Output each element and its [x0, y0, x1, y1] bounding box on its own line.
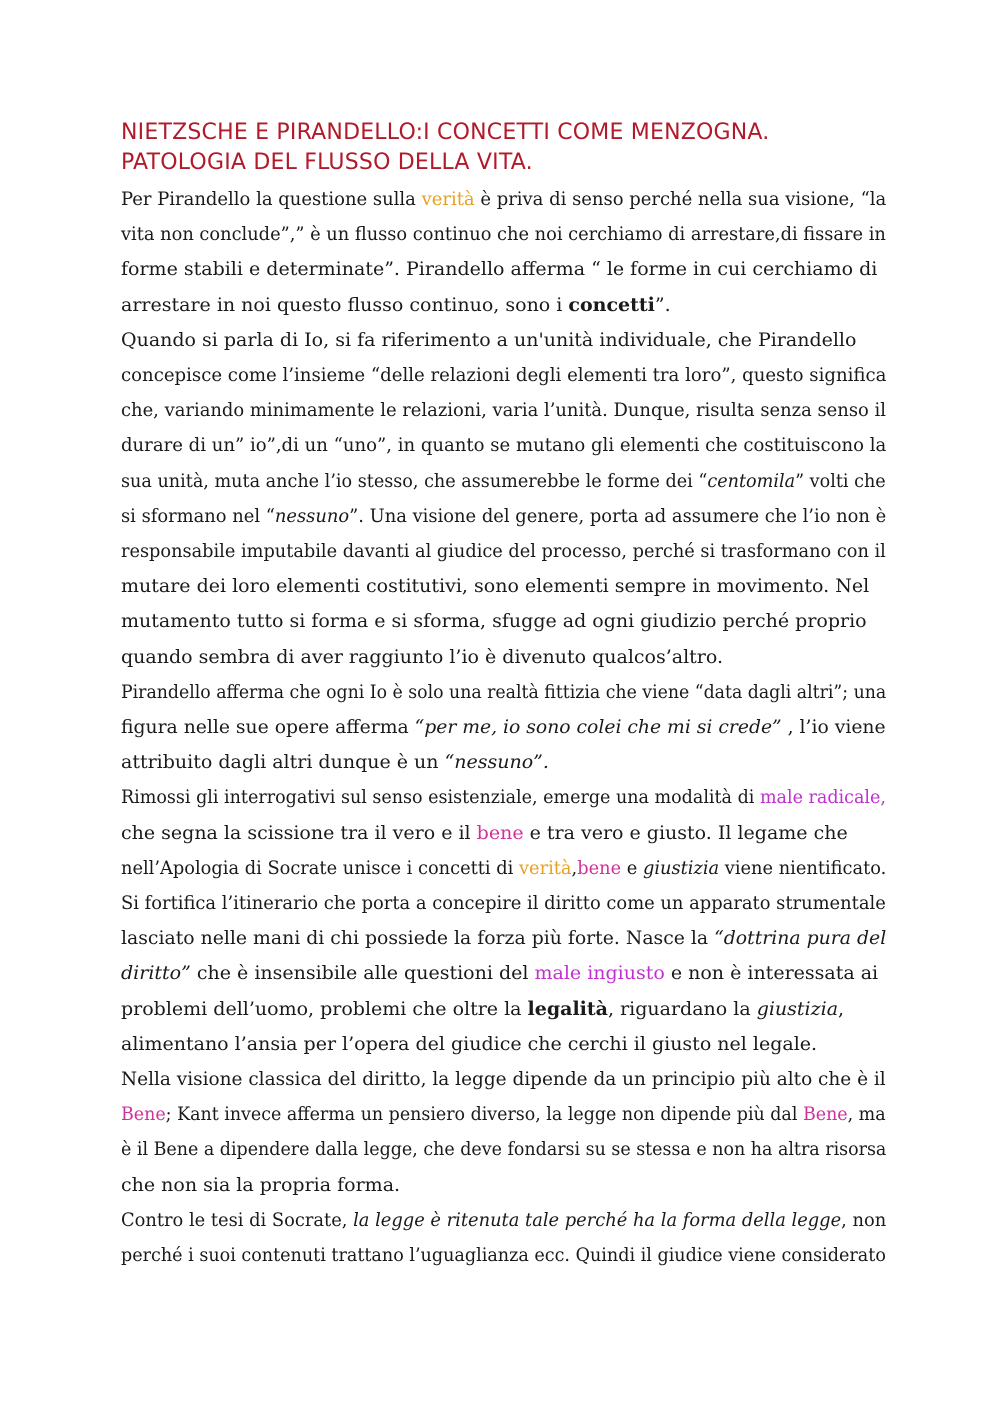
highlight-bene: Bene	[802, 1103, 848, 1126]
text-line: che, variando minimamente le relazioni, varia l’unità. Dunque, risulta senza senso il	[121, 399, 886, 422]
text-line: durare di un” io”,di un “uno”, in quanto se mutano gli elementi che costituiscono la	[121, 434, 887, 457]
italic-centomila: centomila	[707, 469, 796, 492]
bold-concetti: concetti	[568, 293, 655, 316]
text-line: Bene; Kant invece afferma un pensiero diverso, la legge non dipende più dal Bene, ma	[121, 1103, 886, 1126]
text-line: mutare dei loro elementi costitutivi, sono elementi sempre in movimento. Nel	[121, 575, 870, 598]
italic-giustizia: giustizia	[642, 856, 720, 879]
text-line: nell’Apologia di Socrate unisce i concetti di verità,bene e giustizia viene nientificato.	[121, 856, 887, 879]
text-line: responsabile imputabile davanti al giudice del processo, perché si trasformano con il	[121, 540, 886, 563]
highlight-bene: Bene	[121, 1103, 166, 1126]
text-line: è il Bene a dipendere dalla legge, che deve fondarsi su se stessa e non ha altra risorsa	[121, 1138, 887, 1161]
text-line: quando sembra di aver raggiunto l’io è divenuto qualcos’altro.	[121, 645, 724, 668]
italic-nessuno: nessuno	[274, 504, 350, 527]
text-line: diritto” che è insensibile alle questioni del male ingiusto e non è interessata ai	[121, 962, 879, 985]
text-line: alimentano l’ansia per l’opera del giudice che cerchi il giusto nel legale.	[121, 1032, 818, 1055]
title-line: NIETZSCHE E PIRANDELLO:I CONCETTI COME MENZOGNA.	[121, 120, 770, 145]
text-line: perché i suoi contenuti trattano l’uguaglianza ecc. Quindi il giudice viene considerato	[121, 1244, 886, 1267]
text-line: Pirandello afferma che ogni Io è solo una realtà fittizia che viene “data dagli altri”; una	[121, 680, 887, 703]
text-line: che non sia la propria forma.	[121, 1173, 401, 1196]
text-line: Nella visione classica del diritto, la legge dipende da un principio più alto che è il	[121, 1068, 886, 1091]
highlight-male-radicale: male radicale,	[759, 786, 886, 809]
italic-diritto: diritto”	[121, 962, 191, 985]
italic-dottrina: “dottrina pura del	[714, 927, 887, 950]
text-line: forme stabili e determinate”. Pirandello afferma “ le forme in cui cerchiamo di	[121, 258, 878, 281]
text-line: Quando si parla di Io, si fa riferimento a un'unità individuale, che Pirandello	[121, 328, 857, 351]
text-line: concepisce come l’insieme “delle relazioni degli elementi tra loro”, questo significa	[121, 364, 887, 387]
body-text	[121, 182, 886, 1273]
text-line: che segna la scissione tra il vero e il bene e tra vero e giusto. Il legame che	[121, 821, 848, 844]
document-title	[121, 118, 886, 178]
text-line: mutamento tutto si forma e si sforma, sfugge ad ogni giudizio perché proprio	[121, 610, 867, 633]
italic-legge: la legge è ritenuta tale perché ha la forma della legge	[353, 1208, 842, 1231]
text-line: sua unità, muta anche l’io stesso, che assumerebbe le forme dei “centomila” volti che	[121, 469, 886, 492]
highlight-bene: bene	[476, 821, 524, 844]
text-line: Rimossi gli interrogativi sul senso esistenziale, emerge una modalità di male radicale,	[121, 786, 886, 809]
text-line: problemi dell’uomo, problemi che oltre la legalità, riguardano la giustizia,	[121, 997, 845, 1020]
italic-quote: “per me, io sono colei che mi si crede”	[414, 716, 782, 739]
italic-giustizia: giustizia	[756, 997, 839, 1020]
text-line: Si fortifica l’itinerario che porta a concepire il diritto come un apparato strumentale	[121, 892, 886, 915]
text-line: Contro le tesi di Socrate, la legge è ritenuta tale perché ha la forma della legge, non	[121, 1208, 887, 1231]
text-line: figura nelle sue opere afferma “per me, io sono colei che mi si crede” , l’io viene	[121, 716, 886, 739]
document-page	[121, 118, 886, 1273]
text-line: Per Pirandello la questione sulla verità è priva di senso perché nella sua visione, “la	[121, 188, 887, 210]
title-line: PATOLOGIA DEL FLUSSO DELLA VITA.	[121, 150, 533, 175]
text-line: lasciato nelle mani di chi possiede la forza più forte. Nasce la “dottrina pura del	[121, 927, 887, 950]
text-line: si sformano nel “nessuno”. Una visione del genere, porta ad assumere che l’io non è	[121, 504, 887, 527]
text-line: attribuito dagli altri dunque è un “nessuno”.	[121, 751, 549, 774]
bold-legalita: legalità	[527, 997, 608, 1020]
highlight-verita: verità	[518, 856, 572, 879]
highlight-male-ingiusto: male ingiusto	[534, 962, 665, 985]
text-line: vita non conclude”,” è un flusso continuo che noi cerchiamo di arrestare,di fissare in	[121, 223, 886, 246]
italic-nessuno-quote: “nessuno”.	[444, 751, 549, 774]
highlight-bene: bene	[577, 856, 622, 879]
text-line: arrestare in noi questo flusso continuo, sono i concetti”.	[121, 293, 671, 316]
highlight-verita: verità	[421, 188, 475, 210]
